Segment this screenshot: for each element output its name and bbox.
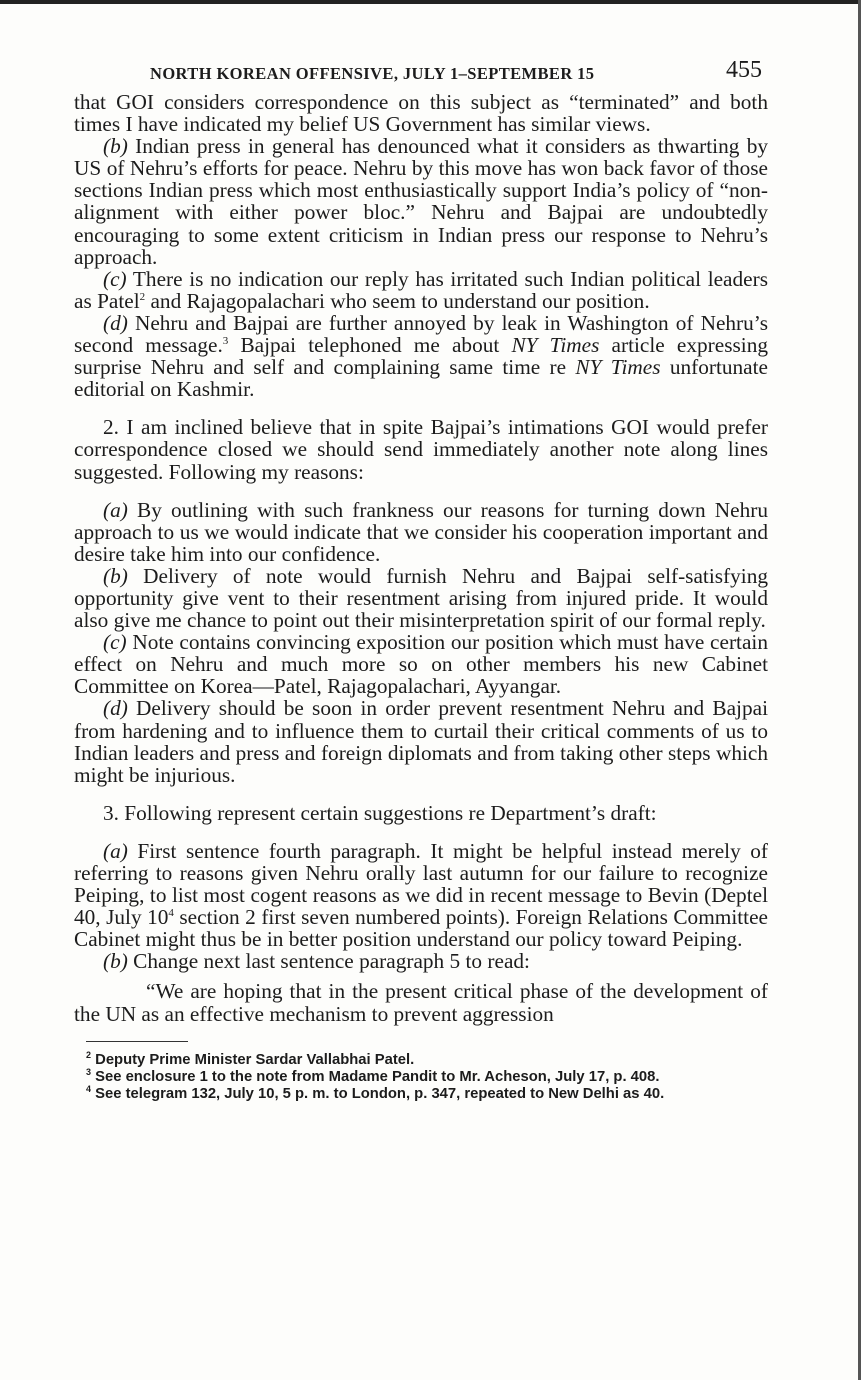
- footnote-2: [74, 1049, 768, 1069]
- paragraph-text: Change next last sentence paragraph 5 to read:: [127, 949, 530, 974]
- paragraph-text: unfortunate editorial on Kashmir.: [74, 355, 768, 402]
- item-label: (a): [103, 497, 128, 522]
- item-label: (b): [103, 949, 128, 974]
- footnote-mark: 2: [86, 1049, 92, 1060]
- item-label: (c): [103, 630, 127, 655]
- footnotes: [74, 1049, 768, 1103]
- footnote-text: See enclosure 1 to the note from Madame Pandit to Mr. Acheson, July 17, p. 408.: [91, 1068, 660, 1085]
- paragraph-text: Delivery of note would furnish Nehru and Bajpai self-satisfying opportunity give vent to their resentment arising from injured pride. It would also give me chance to point out their misinterpretation spirit of our formal reply.: [74, 563, 768, 633]
- paragraph-3b: [74, 950, 768, 972]
- page-header: [74, 55, 768, 91]
- item-label: (c): [103, 266, 127, 291]
- paragraph-2: 2. I am inclined believe that in spite Bajpai’s intimations GOI would prefer correspondence closed we should send immediately another note along lines suggested. Following my reasons:: [74, 415, 768, 484]
- footnote-ref-3[interactable]: 3: [222, 334, 229, 347]
- paragraph-3: 3. Following represent certain suggestions re Department’s draft:: [103, 800, 657, 825]
- footnote-text: Deputy Prime Minister Sardar Vallabhai Patel.: [91, 1051, 415, 1068]
- paragraph-1b: [74, 135, 768, 268]
- footnote-text: See telegram 132, July 10, 5 p. m. to London, p. 347, repeated to New Delhi as 40.: [91, 1085, 665, 1102]
- paragraph-text: There is no indication our reply has irritated such Indian political leaders as Patel: [74, 266, 768, 313]
- footnote-ref-2[interactable]: 2: [139, 290, 146, 303]
- item-label: (b): [103, 563, 128, 588]
- body-text: [74, 91, 768, 1025]
- item-label: (d): [103, 310, 128, 335]
- paragraph-text: By outlining with such frankness our reasons for turning down Nehru approach to us we would indicate that we consider his cooperation important and desire take him into our confidence.: [74, 497, 768, 566]
- newspaper-title: NY Times: [511, 333, 600, 358]
- paragraph-2c: [74, 631, 768, 697]
- footnote-mark: 3: [86, 1066, 92, 1077]
- paragraph-2a: [74, 499, 768, 565]
- paragraph-1c: [74, 268, 768, 312]
- running-head: NORTH KOREAN OFFENSIVE, JULY 1–SEPTEMBER 15: [150, 64, 595, 83]
- page-top-edge: [0, 0, 861, 4]
- footnote-mark: 4: [86, 1083, 92, 1094]
- paragraph-text: article expressing surprise Nehru and self and complaining same time re: [74, 333, 769, 380]
- paragraph-text: Indian press in general has denounced what it considers as thwarting by US of Nehru’s efforts for peace. Nehru by this move has won back favor of those sections Indian press which most enthusiastically support India’s policy of “non-alignment with either power bloc.” Nehru and Bajpai are undoubtedly encouraging to some extent criticism in Indian press our response to Nehru’s approach.: [74, 134, 768, 269]
- block-quote: “We are hoping that in the present critical phase of the development of the UN as an effective mechanism to prevent aggression: [74, 979, 768, 1026]
- paragraph-2d: [74, 697, 768, 785]
- paragraph-text: Nehru and Bajpai are further annoyed by leak in Washington of Nehru’s second message.: [74, 310, 768, 358]
- paragraph-2b: [74, 565, 768, 631]
- paragraph-1d: [74, 312, 768, 400]
- paragraph-continuation: that GOI considers correspondence on this subject as “terminated” and both times I have indicated my belief US Government has similar views.: [74, 90, 768, 137]
- footnote-4: [74, 1083, 768, 1103]
- footnote-3: [74, 1066, 768, 1086]
- paragraph-text: Bajpai telephoned me about: [228, 333, 512, 358]
- footnote-ref-4[interactable]: 4: [168, 907, 174, 920]
- item-label: (a): [103, 838, 128, 863]
- paragraph-3a: [74, 840, 768, 950]
- document-page: [74, 55, 768, 1103]
- item-label: (d): [103, 696, 128, 721]
- footnote-rule: [86, 1041, 188, 1042]
- paragraph-text: Delivery should be soon in order prevent resentment Nehru and Bajpai from hardening and to influence them to curtail their critical comments of us to Indian leaders and press and foreign diplomats and from taking other steps which might be injurious.: [74, 696, 768, 787]
- paragraph-text: Note contains convincing exposition our position which must have certain effect on Nehru and much more so on other members his new Cabinet Committee on Korea—Patel, Rajagopalachari, Ayyangar.: [74, 630, 768, 699]
- page-number: 455: [726, 57, 762, 83]
- newspaper-title: NY Times: [575, 355, 661, 380]
- item-label: (b): [103, 134, 128, 159]
- paragraph-text: section 2 first seven numbered points). Foreign Relations Committee Cabinet might thus be in better position understand our policy toward Peiping.: [74, 905, 768, 952]
- paragraph-text: and Rajagopalachari who seem to understand our position.: [145, 288, 650, 313]
- paragraph-text: First sentence fourth paragraph. It might be helpful instead merely of referring to reasons given Nehru orally last autumn for our failure to recognize Peiping, to list most cogent reasons as we did in recent message to Bevin (Deptel 40, July 10: [74, 838, 768, 930]
